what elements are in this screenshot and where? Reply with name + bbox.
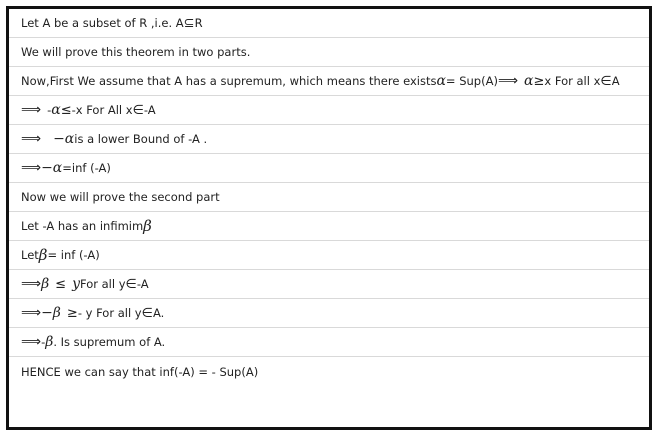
text: . Is supremum of A. bbox=[53, 335, 166, 349]
text: A. bbox=[152, 306, 165, 320]
proof-line-8 bbox=[9, 212, 649, 241]
implies-arrow: ⟹ bbox=[21, 305, 42, 321]
implies-arrow: ⟹ bbox=[21, 102, 42, 118]
neg-beta-symbol: −β bbox=[41, 305, 61, 321]
implies-arrow: ⟹ bbox=[21, 334, 42, 350]
beta-symbol: β bbox=[41, 276, 50, 292]
ge-symbol: ≥ bbox=[66, 305, 78, 321]
proof-line-7 bbox=[9, 183, 649, 212]
text: Let A be a subset of R ,i.e. A bbox=[21, 16, 184, 30]
element-of-symbol: ∈ bbox=[132, 102, 144, 118]
text: -A bbox=[136, 277, 149, 291]
implies-arrow: ⟹ bbox=[21, 276, 42, 292]
text: R bbox=[194, 16, 203, 30]
beta-symbol: β bbox=[45, 334, 54, 350]
text: = inf (-A) bbox=[47, 248, 100, 262]
text: -A bbox=[143, 103, 156, 117]
proof-line-5 bbox=[9, 125, 649, 154]
text: Now we will prove the second part bbox=[21, 190, 220, 204]
text: = Sup(A) bbox=[445, 74, 498, 88]
le-symbol: ≤ bbox=[60, 102, 72, 118]
proof-line-2 bbox=[9, 38, 649, 67]
proof-line-6 bbox=[9, 154, 649, 183]
element-of-symbol: ∈ bbox=[125, 276, 137, 292]
proof-line-4 bbox=[9, 96, 649, 125]
alpha-symbol: α bbox=[51, 102, 61, 118]
text: x For all x bbox=[544, 74, 601, 88]
proof-line-3 bbox=[9, 67, 649, 96]
text: We will prove this theorem in two parts. bbox=[21, 45, 251, 59]
element-of-symbol: ∈ bbox=[141, 305, 153, 321]
text: Let bbox=[21, 248, 39, 262]
text: For all y bbox=[80, 277, 126, 291]
implies-arrow: ⟹ bbox=[21, 160, 42, 176]
proof-document bbox=[6, 6, 652, 430]
element-of-symbol: ∈ bbox=[600, 73, 612, 89]
le-symbol: ≤ bbox=[55, 276, 67, 292]
implies-arrow: ⟹ bbox=[497, 73, 519, 89]
text: -x For All x bbox=[71, 103, 133, 117]
text: - y For all y bbox=[77, 306, 142, 320]
alpha-symbol: α bbox=[436, 73, 446, 89]
beta-symbol: β bbox=[38, 246, 48, 264]
neg-alpha-symbol: −α bbox=[53, 131, 75, 147]
proof-line-10 bbox=[9, 270, 649, 299]
text: - bbox=[47, 103, 52, 117]
subset-symbol: ⊆ bbox=[183, 15, 195, 31]
text: Now,First We assume that A has a supremum, which means there exists bbox=[21, 74, 437, 88]
proof-line-13 bbox=[9, 357, 649, 386]
text: - bbox=[41, 335, 46, 349]
proof-line-12 bbox=[9, 328, 649, 357]
proof-line-9 bbox=[9, 241, 649, 270]
text: is a lower Bound of -A . bbox=[74, 132, 208, 146]
proof-line-11 bbox=[9, 299, 649, 328]
y-symbol: y bbox=[72, 276, 80, 292]
text: Let -A has an infimim bbox=[21, 219, 144, 233]
alpha-symbol: α bbox=[524, 73, 534, 89]
beta-symbol: β bbox=[143, 217, 152, 235]
text: A bbox=[611, 74, 620, 88]
text: =inf (-A) bbox=[62, 161, 111, 175]
neg-alpha-symbol: −α bbox=[41, 160, 63, 176]
text: HENCE we can say that inf(-A) = - Sup(A) bbox=[21, 364, 259, 379]
proof-line-1 bbox=[9, 9, 649, 38]
implies-arrow: ⟹ bbox=[21, 131, 42, 147]
ge-symbol: ≥ bbox=[533, 73, 545, 89]
